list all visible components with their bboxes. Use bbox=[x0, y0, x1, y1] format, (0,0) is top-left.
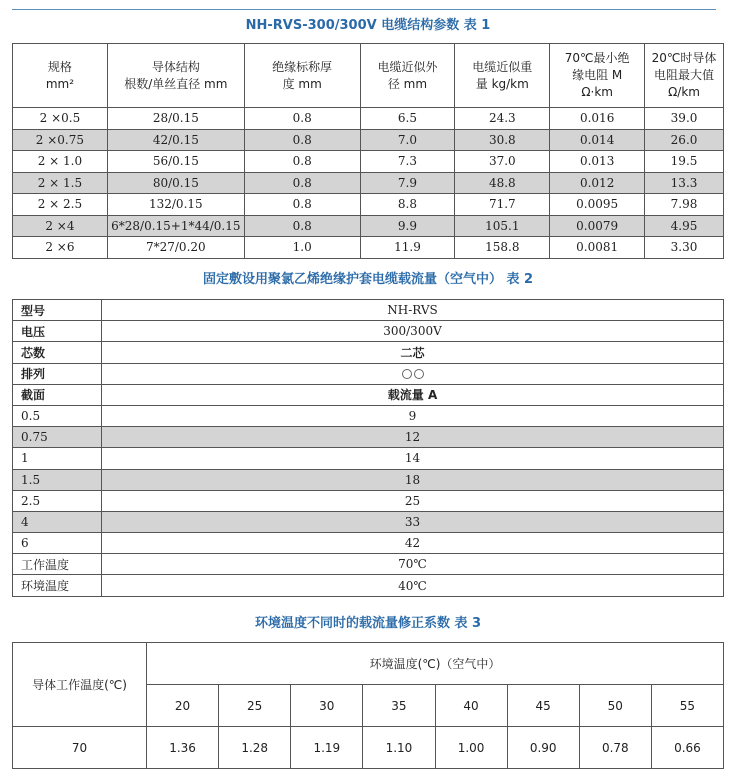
ampacity-table bbox=[12, 299, 724, 597]
section-cell: 0.5 bbox=[13, 405, 102, 426]
ambient-temp-cell: 55 bbox=[651, 685, 723, 727]
ambient-temp-cell: 25 bbox=[219, 685, 291, 727]
table-cell: 3.30 bbox=[645, 237, 724, 259]
section-cell: 1.5 bbox=[13, 469, 102, 490]
section-label: 截面 bbox=[13, 384, 102, 405]
section-cell: 2.5 bbox=[13, 490, 102, 511]
correction-factor-cell: 1.36 bbox=[147, 727, 219, 769]
table-cell: 0.8 bbox=[244, 129, 360, 151]
table-cell: 42/0.15 bbox=[107, 129, 244, 151]
ampacity-cell: 12 bbox=[102, 427, 724, 448]
table-cell: 8.8 bbox=[360, 194, 455, 216]
ambient-temp-cell: 35 bbox=[363, 685, 435, 727]
table-cell: 13.3 bbox=[645, 172, 724, 194]
table-cell: 71.7 bbox=[455, 194, 550, 216]
table-cell: 30.8 bbox=[455, 129, 550, 151]
table-cell: 11.9 bbox=[360, 237, 455, 259]
correction-factor-cell: 1.10 bbox=[363, 727, 435, 769]
ampacity-cell: 33 bbox=[102, 511, 724, 532]
cores-value: 二芯 bbox=[102, 342, 724, 363]
top-divider bbox=[12, 9, 716, 10]
table-cell: 0.8 bbox=[244, 172, 360, 194]
voltage-label: 电压 bbox=[13, 321, 102, 342]
table-row bbox=[13, 172, 724, 194]
table-cell: 7.0 bbox=[360, 129, 455, 151]
insulation-resistance-header: 70℃最小绝 缘电阻 M Ω·km bbox=[550, 44, 645, 108]
table-cell: 0.8 bbox=[244, 215, 360, 237]
ambient-temp-cell: 50 bbox=[579, 685, 651, 727]
model-label: 型号 bbox=[13, 300, 102, 321]
table-cell: 2 × 2.5 bbox=[13, 194, 108, 216]
table-cell: 2 × 1.0 bbox=[13, 151, 108, 173]
table-cell: 132/0.15 bbox=[107, 194, 244, 216]
table-row bbox=[13, 215, 724, 237]
section-cell: 6 bbox=[13, 533, 102, 554]
table-cell: 39.0 bbox=[645, 108, 724, 130]
table-row bbox=[13, 108, 724, 130]
ampacity-cell: 9 bbox=[102, 405, 724, 426]
table3-caption: 环境温度不同时的载流量修正系数 表 3 bbox=[254, 616, 482, 631]
conductor-temp-header: 导体工作温度(℃) bbox=[13, 643, 147, 727]
table-cell: 7.9 bbox=[360, 172, 455, 194]
table-cell: 0.8 bbox=[244, 151, 360, 173]
table-cell: 2 ×6 bbox=[13, 237, 108, 259]
table-row bbox=[13, 490, 724, 511]
correction-factor-cell: 1.28 bbox=[219, 727, 291, 769]
diameter-header: 电缆近似外 径 mm bbox=[360, 44, 455, 108]
ambient-temp-cell: 45 bbox=[507, 685, 579, 727]
section-cell: 1 bbox=[13, 448, 102, 469]
table-cell: 26.0 bbox=[645, 129, 724, 151]
voltage-value: 300/300V bbox=[102, 321, 724, 342]
table-cell: 6.5 bbox=[360, 108, 455, 130]
table-cell: 9.9 bbox=[360, 215, 455, 237]
table-row bbox=[13, 511, 724, 532]
table-cell: 2 ×0.5 bbox=[13, 108, 108, 130]
table-cell: 7.98 bbox=[645, 194, 724, 216]
table-cell: 0.8 bbox=[244, 108, 360, 130]
table-cell: 105.1 bbox=[455, 215, 550, 237]
table-cell: 37.0 bbox=[455, 151, 550, 173]
table-cell: 0.0079 bbox=[550, 215, 645, 237]
table-cell: 2 × 1.5 bbox=[13, 172, 108, 194]
cores-label: 芯数 bbox=[13, 342, 102, 363]
table2-caption: 固定敷设用聚氯乙烯绝缘护套电缆载流量（空气中） 表 2 bbox=[202, 272, 534, 287]
table-cell: 19.5 bbox=[645, 151, 724, 173]
ampacity-label: 载流量 A bbox=[102, 384, 724, 405]
work-temp-value: 70℃ bbox=[102, 554, 724, 575]
table-cell: 0.016 bbox=[550, 108, 645, 130]
ambient-temp-header: 环境温度(℃)（空气中） bbox=[147, 643, 724, 685]
table-cell: 0.014 bbox=[550, 129, 645, 151]
table-cell: 24.3 bbox=[455, 108, 550, 130]
insulation-header: 绝缘标称厚 度 mm bbox=[244, 44, 360, 108]
model-value: NH-RVS bbox=[102, 300, 724, 321]
cable-structure-table bbox=[12, 43, 724, 259]
section-cell: 4 bbox=[13, 511, 102, 532]
ampacity-cell: 42 bbox=[102, 533, 724, 554]
circle-icon bbox=[414, 369, 424, 379]
correction-factor-cell: 0.78 bbox=[579, 727, 651, 769]
arrangement-value bbox=[102, 363, 724, 384]
circle-icon bbox=[402, 369, 412, 379]
env-temp-value: 40℃ bbox=[102, 575, 724, 596]
table-cell: 1.0 bbox=[244, 237, 360, 259]
arrangement-label: 排列 bbox=[13, 363, 102, 384]
table-cell: 2 ×4 bbox=[13, 215, 108, 237]
table-cell: 56/0.15 bbox=[107, 151, 244, 173]
table-cell: 2 ×0.75 bbox=[13, 129, 108, 151]
conductor-header: 导体结构 根数/单丝直径 mm bbox=[107, 44, 244, 108]
correction-factor-cell: 1.00 bbox=[435, 727, 507, 769]
table-cell: 80/0.15 bbox=[107, 172, 244, 194]
table1-header-row bbox=[13, 44, 724, 108]
table-row bbox=[13, 237, 724, 259]
table1-caption: NH-RVS-300/300V 电缆结构参数 表 1 bbox=[245, 18, 491, 33]
table-row bbox=[13, 469, 724, 490]
table-cell: 0.0081 bbox=[550, 237, 645, 259]
table-cell: 28/0.15 bbox=[107, 108, 244, 130]
table-cell: 0.8 bbox=[244, 194, 360, 216]
table-cell: 158.8 bbox=[455, 237, 550, 259]
table-cell: 0.0095 bbox=[550, 194, 645, 216]
table-cell: 4.95 bbox=[645, 215, 724, 237]
spec-header: 规格 mm² bbox=[13, 44, 108, 108]
table-cell: 7*27/0.20 bbox=[107, 237, 244, 259]
table-cell: 7.3 bbox=[360, 151, 455, 173]
table-cell: 48.8 bbox=[455, 172, 550, 194]
correction-factor-cell: 0.66 bbox=[651, 727, 723, 769]
table-row bbox=[13, 129, 724, 151]
table-row bbox=[13, 151, 724, 173]
ambient-temp-cell: 30 bbox=[291, 685, 363, 727]
table-cell: 0.013 bbox=[550, 151, 645, 173]
env-temp-label: 环境温度 bbox=[13, 575, 102, 596]
weight-header: 电缆近似重 量 kg/km bbox=[455, 44, 550, 108]
table-cell: 6*28/0.15+1*44/0.15 bbox=[107, 215, 244, 237]
ampacity-cell: 14 bbox=[102, 448, 724, 469]
correction-factor-cell: 1.19 bbox=[291, 727, 363, 769]
table-row bbox=[13, 448, 724, 469]
ambient-temp-cell: 20 bbox=[147, 685, 219, 727]
ampacity-cell: 25 bbox=[102, 490, 724, 511]
work-temp-label: 工作温度 bbox=[13, 554, 102, 575]
table-row bbox=[13, 405, 724, 426]
conductor-resistance-header: 20℃时导体 电阻最大值 Ω/km bbox=[645, 44, 724, 108]
ampacity-cell: 18 bbox=[102, 469, 724, 490]
table-cell: 0.012 bbox=[550, 172, 645, 194]
correction-factor-cell: 0.90 bbox=[507, 727, 579, 769]
table-row bbox=[13, 427, 724, 448]
section-cell: 0.75 bbox=[13, 427, 102, 448]
ambient-temp-cell: 40 bbox=[435, 685, 507, 727]
conductor-temp-cell: 70 bbox=[13, 727, 147, 769]
table-row bbox=[13, 194, 724, 216]
correction-factor-table bbox=[12, 642, 724, 769]
table-row bbox=[13, 533, 724, 554]
